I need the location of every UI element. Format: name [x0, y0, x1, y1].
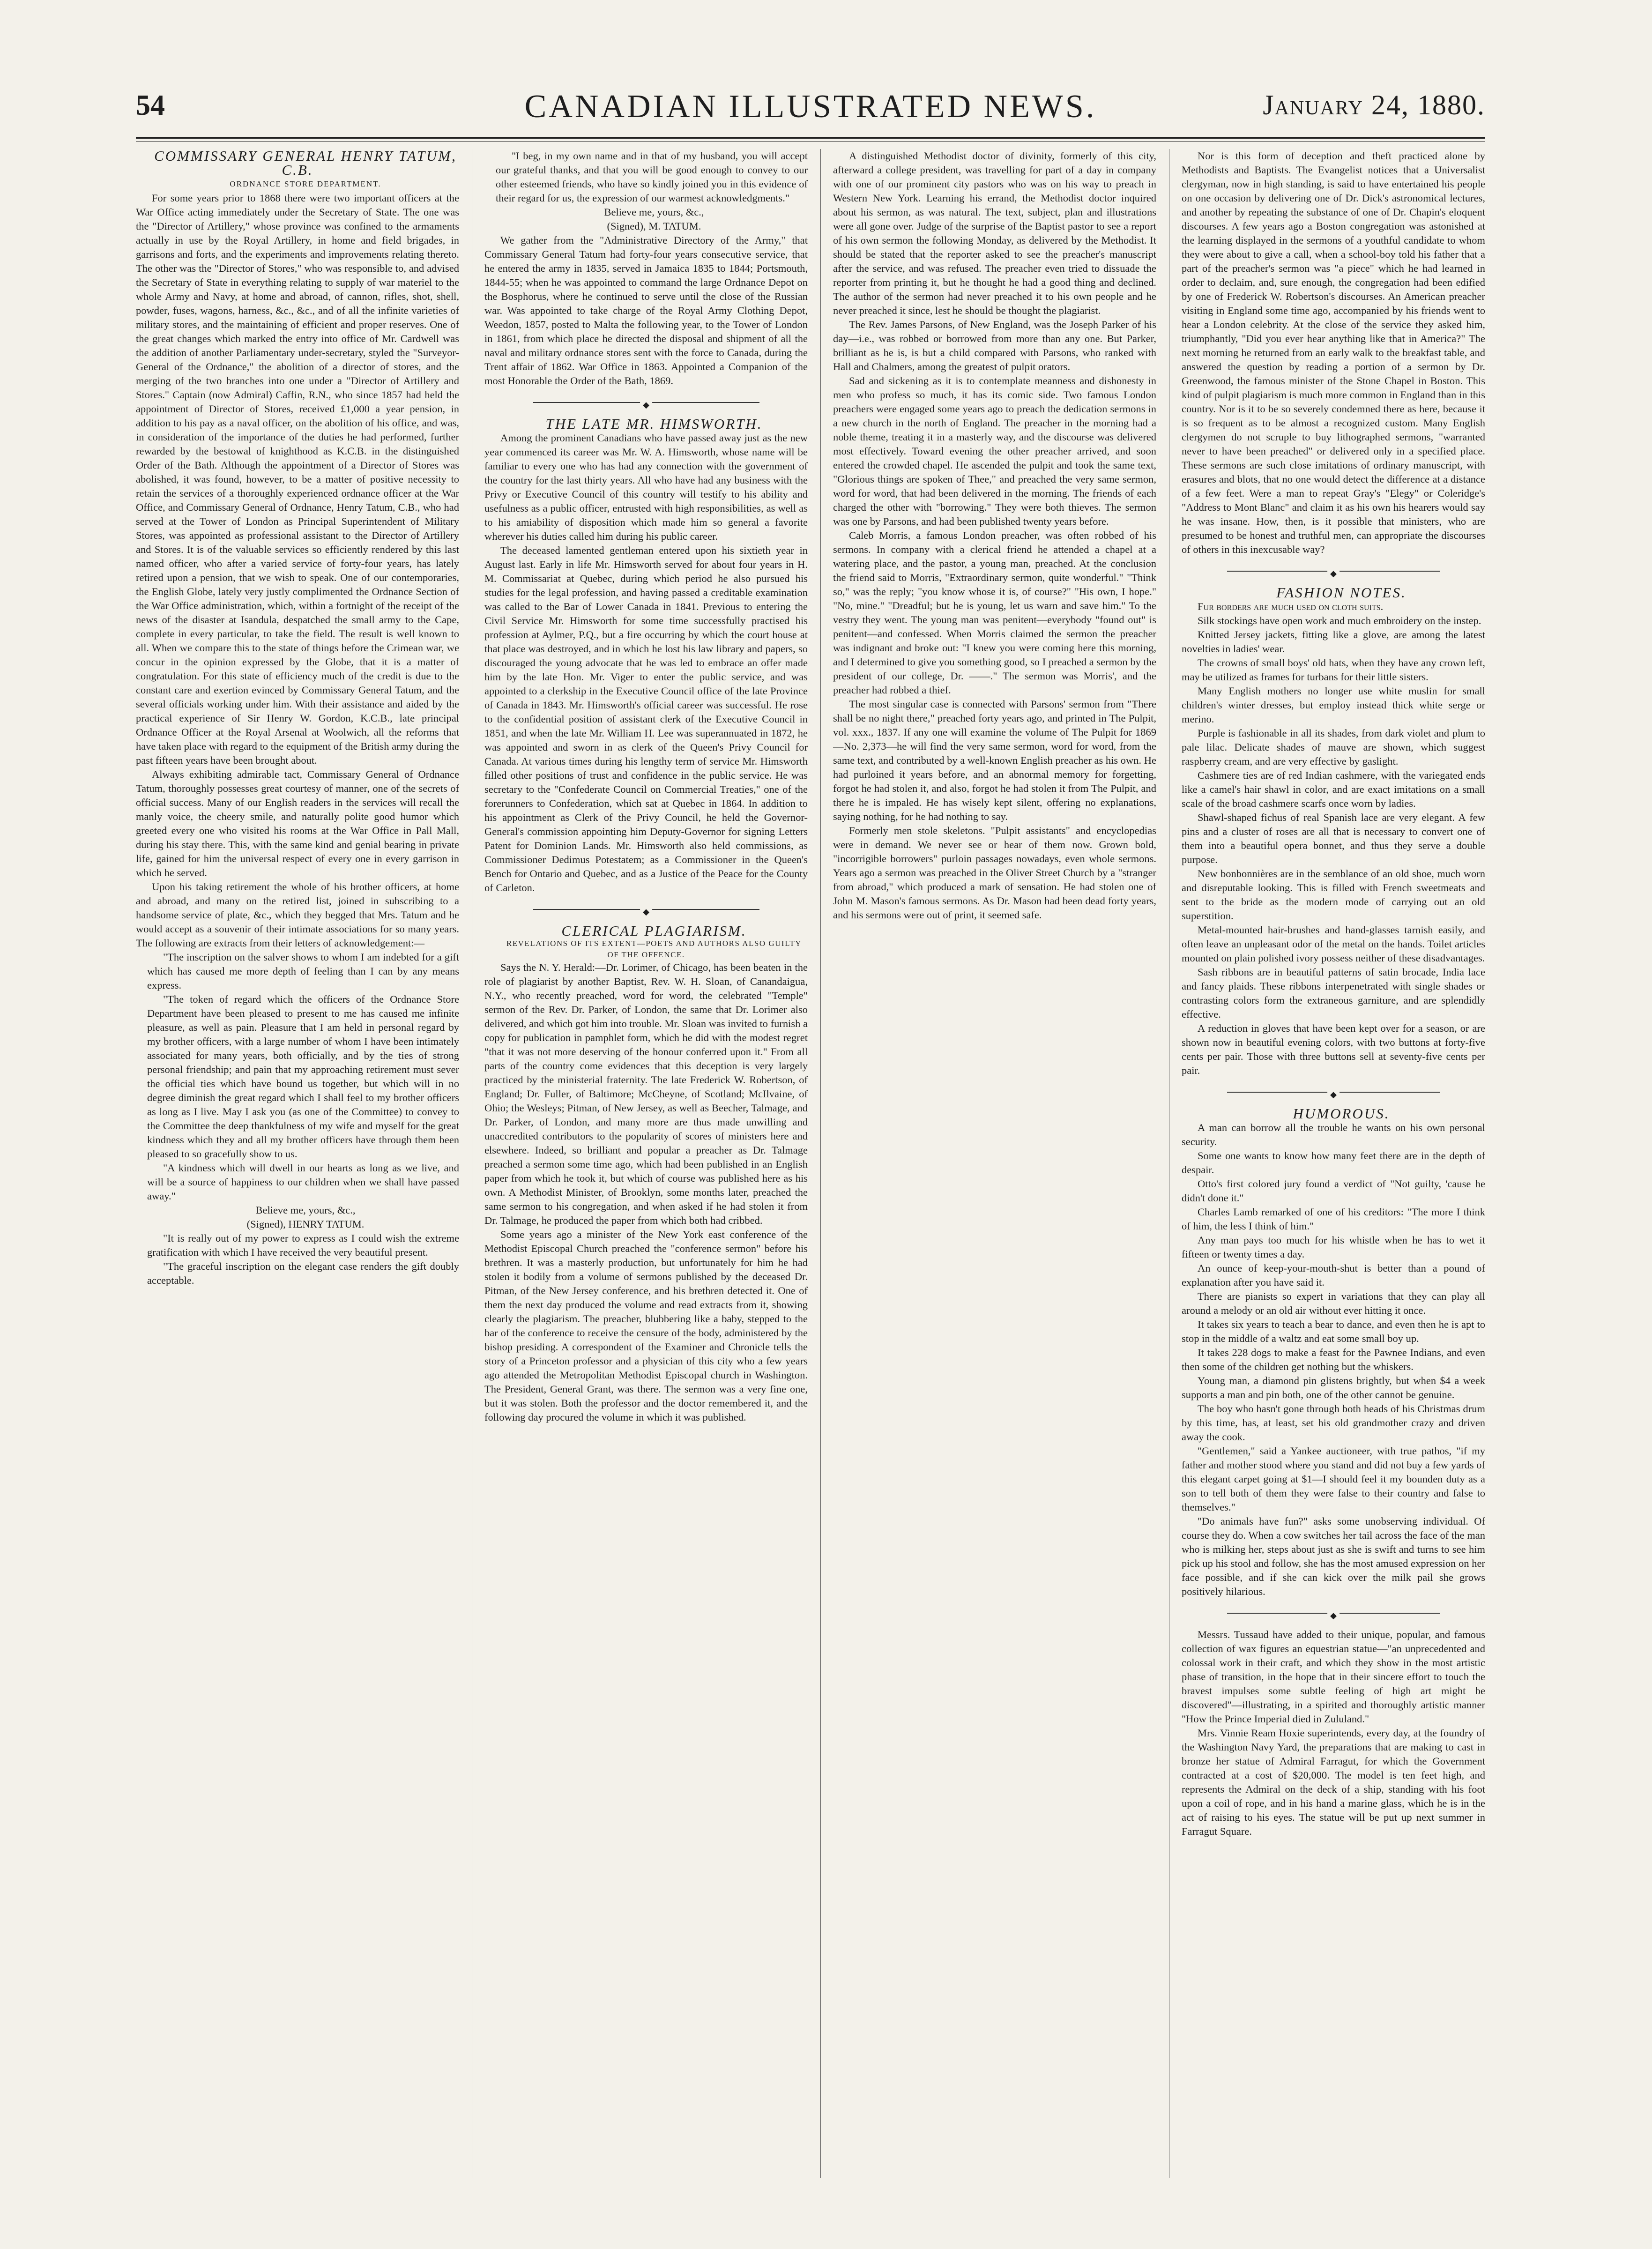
article-paragraph: Upon his taking retirement the whole of his brother officers, at home and abroad, and many on the retired list, joined in subscribing to a handsome service of plate, &c., which they begged that Mrs. Tatum and he would accept as a souvenir of their intimate associations for so many years. The following are extracts from their letters of acknowledgement:—: [136, 881, 459, 949]
fashion-item: Silk stockings have open work and much embroidery on the instep.: [1198, 615, 1481, 626]
fashion-item: Many English mothers no longer use white muslin for small children's winter dresses, but employ instead thick white serge or merino.: [1182, 685, 1485, 725]
column-4: [1182, 149, 1485, 2178]
article-paragraph: Says the N. Y. Herald:—Dr. Lorimer, of Chicago, has been beaten in the role of plagiarist by another Baptist, Rev. W. H. Sloan, of Canandaigua, N.Y., who recently preached, word for word, the celebrated "Temple" sermon of the Rev. Dr. Parker, of London, the same that Dr. Lorimer also delivered, and which got him into trouble. Mr. Sloan was invited to furnish a copy for publication in pamphlet form, which he did with the modest regret "that it was not more deserving of the honour conferred upon it." From all parts of the country come evidences that this deception is very largely practiced by the ministerial fraternity. The late Frederick W. Robertson, of England; Dr. Fuller, of Baltimore; McCheyne, of Scotland; McIlvaine, of Ohio; the Wesleys; Pitman, of New Jersey, as well as Beecher, Talmage, and Dr. Parker, of London, and many more are thus made unwilling and unaccredited contributors to the popularity of scores of ministers here and elsewhere. Indeed, so brilliant and popular a preacher as Dr. Talmage preached a sermon some time ago, which had been published in an English paper from which he took it, but which of course was published here as his own. A Methodist Minister, of Brooklyn, some months later, preached the same sermon to his congregation, and when asked if he had stolen it from Dr. Talmage, he produced the paper from which both had cribbed.: [484, 961, 808, 1226]
article-paragraph: The Rev. James Parsons, of New England, was the Joseph Parker of his day—i.e., was robbed or borrowed from more than any one. But Parker, brilliant as he is, is but a child compared with Parsons, who ranked with Hall and Chalmers, among the greatest of pulpit orators.: [833, 319, 1156, 372]
headline-humorous: HUMOROUS.: [1293, 1105, 1390, 1122]
humorous-item: The boy who hasn't gone through both heads of his Christmas drum by this time, has, at least, set his old grandmother crazy and driven away the cook.: [1182, 1403, 1485, 1443]
quoted-letter: "The graceful inscription on the elegant case renders the gift doubly acceptable.: [147, 1260, 459, 1286]
masthead: CANADIAN ILLUSTRATED NEWS.: [524, 89, 1097, 125]
humorous-item: Young man, a diamond pin glistens brightly, but when $4 a week supports a man and pin both, one of the other cannot be genuine.: [1182, 1375, 1485, 1400]
article-paragraph: Always exhibiting admirable tact, Commissary General of Ordnance Tatum, thoroughly possesses great courtesy of manner, one of the secrets of official success. Many of our English readers in the services will recall the manly voice, the cheery smile, and naturally polite good humor which greeted every one who visited his rooms at the War Office in Pall Mall, during his stay there. This, with the same kind and genial bearing in private life, gained for him the universal respect of every one in every garrison in which he served.: [136, 768, 459, 879]
humorous-item: It takes six years to teach a bear to dance, and even then he is apt to stop in the middle of a waltz and eat some small boy up.: [1182, 1318, 1485, 1344]
article-paragraph: The deceased lamented gentleman entered upon his sixtieth year in August last. Early in life Mr. Himsworth served for about four years in H. M. Commissariat at Quebec, during which period he also pursued his studies for the legal profession, and having passed a creditable examination was called to the Bar of Lower Canada in 1841. Previous to entering the Civil Service Mr. Himsworth for some time successfully practised his profession at Aylmer, P.Q., but a fire occurring by which the court house at that place was destroyed, and in which he lost his law library and papers, so discouraged the young advocate that he was led to embrace an offer made him by the late Hon. Mr. Viger to enter the public service, and was appointed to a clerkship in the Executive Council office of the late Province of Canada in 1843. Mr. Himsworth's official career was successful. He rose to the confidential position of assistant clerk of the Executive Council in 1851, and when the late Mr. William H. Lee was superannuated in 1872, he was appointed and sworn in as clerk of the Queen's Privy Council for Canada. At various times during his lengthy term of service Mr. Himsworth filled other positions of trust and confidence in the public service. He was secretary to the "Confederate Council on Commercial Treaties," one of the forerunners to Confederation, which sat at Quebec in 1864. In addition to his appointment as Clerk of the Privy Council, he held the Governor-General's commission appointing him Deputy-Governor for signing Letters Patent for Dominion Lands. Mr. Himsworth also held commissions, as Commissioner Dedimus Potestatem; as a Commissioner in the Queen's Bench for Ontario and Quebec, and as a Justice of the Peace for the County of Carleton.: [484, 544, 808, 894]
header-rule: [136, 137, 1485, 142]
article-paragraph: Sad and sickening as it is to contemplate meanness and dishonesty in men who profess so much, it has its comic side. Two famous London preachers were engaged some years ago to preach the dedication sermons in a new church in the north of England. The preacher in the morning had a noble theme, treating it in a masterly way, and the discourse was delivered most effectively. Toward evening the other preacher arrived, and soon entered the crowded chapel. He ascended the pulpit and took the same text, "Glorious things are spoken of Thee," and preached the very same sermon, word for word, that had been delivered in the morning. The friends of each charged the other with "borrowing." They were both thieves. The sermon was one by Parsons, and had been published twenty years before.: [833, 375, 1156, 527]
humorous-item: Some one wants to know how many feet there are in the depth of despair.: [1182, 1150, 1485, 1176]
section-divider: ◆: [533, 903, 759, 916]
headline-himsworth: THE LATE MR. HIMSWORTH.: [545, 416, 763, 432]
letter-closing: Believe me, yours, &c.,: [255, 1204, 356, 1216]
fashion-list: [1182, 600, 1485, 1078]
fashion-item: Metal-mounted hair-brushes and hand-glasses tarnish easily, and often leave an unpleasant odor of the metal on the hands. Toilet articles mounted on plain polished ivory possess neither of these disadvantages.: [1182, 924, 1485, 964]
column-rule: [820, 149, 821, 2178]
column-1: [136, 149, 459, 2178]
article-paragraph: Among the prominent Canadians who have passed away just as the new year commenced its career was Mr. W. A. Himsworth, whose name will be familiar to every one who has had any connection with the government of the country for the last thirty years. All who have had any business with the Privy or Executive Council of this country will testify to his ability and usefulness as a public officer, entrusted with high responsibilities, as well as to his amiability of disposition which made him so general a favorite wherever his duties called him during his public career.: [484, 432, 808, 542]
article-paragraph: For some years prior to 1868 there were two important officers at the War Office acting immediately under the Secretary of State. The one was the "Director of Artillery," whose province was confined to the armaments actually in use by the Royal Artillery, in home and field brigades, in garrisons and forts, and the experiments and improvements relating thereto. The other was the "Director of Stores," who was responsible to, and advised the Secretary of State in everything relating to supply of war materiel to the whole Army and Navy, at home and abroad, of cannon, rifles, shot, shell, powder, fuses, wagons, harness, &c., &c., and of all the infinite varieties of military stores, and the maintaining of efficient and proper reserves. One of the great changes which marked the entry into office of Mr. Cardwell was the addition of another Parliamentary under-secretary, styled the "Surveyor-General of the Ordnance," the abolition of a director of stores, and the merging of the two branches into one under a "Director of Artillery and Stores." Captain (now Admiral) Caffin, R.N., who since 1857 had held the appointment of Director of Stores, received £1,000 a year pension, in addition to his pay as a naval officer, on the abolition of his office, and was, in consideration of the importance of the duties he had performed, further rewarded by the bestowal of knighthood as K.C.B. in the distinguished Order of the Bath. Although the appointment of a Director of Stores was abolished, it was found, however, to be a matter of positive necessity to retain the services of a thoroughly experienced ordnance officer at the War Office, and Commissary General of Ordnance, Henry Tatum, C.B., who had served at the Tower of London as Principal Superintendent of Military Stores, was appointed as professional assistant to the Director of Artillery and Stores. It is of the valuable services so efficiently rendered by this last named officer, who after a varied service of forty-four years, has lately retired upon a pension, that we wish to speak. One of our contemporaries, the English Globe, lately very justly complimented the Ordnance Section of the War Office administration, which, within a fortnight of the receipt of the news of the disaster at Isandula, despatched the small army to the Cape, complete in every particular, to take the field. The result is well known to all. When we compare this to the state of things before the Crimean war, we concur in the opinion expressed by the Globe, that it is a matter of congratulation. For this state of efficiency much of the credit is due to the constant care and exertion evinced by Commissary General Tatum, and the several officials working under him. With their assistance and aided by the practical experience of Sir Henry W. Gordon, K.C.B., late principal Ordnance Officer at the Royal Arsenal at Woolwich, all the reforms that have taken place with regard to the equipment of the British army during the past fifteen years have been brought about.: [136, 192, 459, 766]
note-hoxie: Mrs. Vinnie Ream Hoxie superintends, every day, at the foundry of the Washington Navy Yard, the preparations that are making to cast in bronze her statue of Admiral Farragut, for which the Government contracted at a cost of $20,000. The model is ten feet high, and represents the Admiral on the deck of a ship, standing with his foot upon a coil of rope, and in his hand a marine glass, which he is in the act of raising to his eyes. The statue will be put up next summer in Farragut Square.: [1182, 1727, 1485, 1837]
notes-list: [1182, 1628, 1485, 1839]
humorous-item: Otto's first colored jury found a verdict of "Not guilty, 'cause he didn't done it.": [1182, 1178, 1485, 1204]
humorous-item: It takes 228 dogs to make a feast for the Pawnee Indians, and even then some of the children get nothing but the whiskers.: [1182, 1347, 1485, 1372]
article-paragraph: We gather from the "Administrative Directory of the Army," that Commissary General Tatum had forty-four years consecutive service, that he entered the army in 1835, served in Jamaica 1835 to 1844; Portsmouth, 1844-55; when he was appointed to command the large Ordnance Depot on the Bosphorus, where he continued to serve until the close of the Russian war. Was appointed to take charge of the Royal Army Clothing Depot, Weedon, 1857, posted to Malta the following year, to the Tower of London in 1861, from which place he directed the disposal and shipment of all the naval and military ordnance stores sent with the force to Canada, during the Trent affair of 1862. War Office in 1863. Appointed a Companion of the most Honorable the Order of the Bath, 1869.: [484, 234, 808, 387]
article-paragraph: Some years ago a minister of the New York east conference of the Methodist Episcopal Church preached the "conference sermon" before his brethren. It was a masterly production, but unfortunately for him he had stolen it bodily from a volume of sermons published by the deceased Dr. Pitman, of the New Jersey conference, and his brethren detected it. One of them the next day produced the volume and read extracts from it, showing clearly the plagiarism. The preacher, blubbering like a baby, stepped to the bar of the conference to receive the censure of the body, administered by the bishop presiding. A correspondent of the Examiner and Chronicle tells the story of a Princeton professor and a physician of this city who a few years ago attended the Metropolitan Methodist Episcopal church in Washington. The President, General Grant, was there. The sermon was a very fine one, but it was stolen. Both the professor and the doctor remembered it, and the following day procured the volume in which it was published.: [484, 1229, 808, 1423]
letter-signature: (Signed), HENRY TATUM.: [246, 1218, 365, 1230]
letter-closing: Believe me, yours, &c.,: [604, 206, 704, 218]
fashion-item: Purple is fashionable in all its shades, from dark violet and plum to pale lilac. Delicate shades of mauve are shown, which suggest raspberry cream, and are very effective by gaslight.: [1182, 727, 1485, 767]
quoted-letter: "The token of regard which the officers of the Ordnance Store Department have been pleased to present to me has caused me infinite pleasure, as well as pain. Pleasure that I am held in personal regard by my brother officers, with a large number of whom I have been intimately associated for many years, both officially, and by the ties of strong personal friendship; and pain that my approaching retirement must sever the official ties which have bound us together, but which will in no degree diminish the great regard which I shall feel to my brother officers as long as I live. May I ask you (as one of the Committee) to convey to the Committee the deep thankfulness of my wife and myself for the great kindness which they and all my brother officers have through them been pleased to so gracefully show to us.: [147, 993, 459, 1160]
article-paragraph: Nor is this form of deception and theft practiced alone by Methodists and Baptists. The Evangelist notices that a Universalist clergyman, now in high standing, is said to have entertained his people on one occasion by delivering one of Dr. Dick's astronomical lectures, and another by repeating the substance of one of Dr. Chapin's eloquent discourses. A few years ago a Boston congregation was astonished at the learning displayed in the sermons of a youthful candidate to whom they were about to give a call, when a school-boy told his father that a part of the preacher's sermon was "a piece" which he had learned in order to declaim, and, sure enough, the congregation had been edified by one of Frederick W. Robertson's discourses. An American preacher visiting in England some time ago, accompanied by his friends went to hear a London celebrity. At the close of the service they asked him, triumphantly, "Did you ever hear anything like that in America?" The next morning he returned from an early walk to the breakfast table, and answered the question by reading a portion of a sermon by Dr. Greenwood, the famous minister of the Stone Chapel in Boston. This kind of pulpit plagiarism is much more common in England than in this country. Nor is it to be so severely condemned there as here, because it is so frequent as to be almost a recognized custom. Many English clergymen do not scruple to buy lithographed sermons, "warranted never to have been preached" or delivered only in a specified place. These sermons are such close imitations of ordinary manuscript, with erasures and blots, that no one would detect the difference at a distance of a few feet. Were a man to repeat Gray's "Elegy" or Coleridge's "Address to Mont Blanc" and claim it as his own his hearers would say he was insane. How, then, is it possible that ministers, who are presumed to be honest and truthful men, can appropriate the discourses of others in this inexcusable way?: [1182, 150, 1485, 555]
section-divider: ◆: [1227, 1086, 1440, 1098]
humorous-item: An ounce of keep-your-mouth-shut is better than a pound of explanation after you have said it.: [1182, 1262, 1485, 1288]
quoted-letter: "A kindness which will dwell in our hearts as long as we live, and will be a source of happiness to our children when we shall have passed away.": [147, 1162, 459, 1202]
article-paragraph: Caleb Morris, a famous London preacher, was often robbed of his sermons. In company with a clerical friend he attended a chapel at a watering place, and the pastor, a young man, preached. At the conclusion the friend said to Morris, "Extraordinary sermon, quite wonderful." "Think so," was the reply; "you know whose it is, of course?" "His own, I hope." "No, mine." "Dreadful; but he is young, let us warn and save him." To the vestry they went. The young man was penitent—everybody "found out" is penitent—and confessed. When Morris claimed the sermon the preacher was indignant and broke out: "I knew you were coming here this morning, and I determined to give you something good, so I preached a sermon by the president of our college, Dr. ——." The sermon was Morris', and the preacher had robbed a thief.: [833, 529, 1156, 696]
section-divider: ◆: [533, 396, 759, 409]
subhead-ordnance: ORDNANCE STORE DEPARTMENT.: [230, 179, 381, 188]
fashion-item: Shawl-shaped fichus of real Spanish lace are very elegant. A few pins and a cluster of roses are all that is necessary to convert one of them into a beautiful opera bonnet, and thus they serve a double purpose.: [1182, 812, 1485, 865]
fashion-item: A reduction in gloves that have been kept over for a season, or are shown now in beautiful evening colors, with two buttons at forty-five cents per pair. Those with three buttons sell at seventy-five cents per pair.: [1182, 1022, 1485, 1076]
headline-fashion: FASHION NOTES.: [1276, 584, 1406, 601]
headline-clerical: CLERICAL PLAGIARISM.: [561, 923, 747, 939]
article-paragraph: The most singular case is connected with Parsons' sermon from "There shall be no night there," preached forty years ago, and printed in The Pulpit, vol. xxx., 1837. If any one will examine the volume of The Pulpit for 1869—No. 2,373—he will find the very same sermon, word for word, from the same text, and contributed by a well-known English preacher as his own. He had purloined it years before, and an abnormal memory for forgetting, forgot he had stolen it, and also, forgot he had stolen it from The Pulpit, and there he is impaled. He has wisely kept silent, offering no explanations, saying nothing, for he had nothing to say.: [833, 698, 1156, 822]
section-divider: ◆: [1227, 565, 1440, 577]
humorous-item: Charles Lamb remarked of one of his creditors: "The more I think of him, the less I think of him.": [1182, 1206, 1485, 1232]
fashion-item: Knitted Jersey jackets, fitting like a glove, are among the latest novelties in ladies' wear.: [1182, 629, 1485, 655]
quoted-letter: "It is really out of my power to express as I could wish the extreme gratification with which I have received the very beautiful present.: [147, 1232, 459, 1258]
quoted-letter: "The inscription on the salver shows to whom I am indebted for a gift which has caused me more depth of feeling than I can by any means express.: [147, 951, 459, 991]
subhead-clerical: REVELATIONS OF ITS EXTENT—POETS AND AUTHORS ALSO GUILTY OF THE OFFENCE.: [506, 939, 802, 959]
page-header: [136, 84, 1485, 136]
note-tussaud: Messrs. Tussaud have added to their unique, popular, and famous collection of wax figures an equestrian statue—"an unprecedented and colossal work in their craft, and which they show in the most artistic phase of transition, in the hope that in their sincere effort to touch the bravest impulses some subtle feeling of high art might be discovered"—illustrating, in a spirited and thoroughly artistic manner "How the Prince Imperial died in Zululand.": [1182, 1629, 1485, 1725]
letter-signature: (Signed), M. TATUM.: [607, 220, 701, 232]
humorous-item: There are pianists so expert in variations that they can play all around a melody or an old air without ever hitting it once.: [1182, 1290, 1485, 1316]
article-paragraph: Formerly men stole skeletons. "Pulpit assistants" and encyclopedias were in demand. We never see or hear of them now. Grown bold, "incorrigible borrowers" purloin passages nowadays, even whole sermons. Years ago a sermon was preached in the Oliver Street Church by a "stranger from abroad," which produced a mark of sensation. He had stolen one of John M. Mason's famous sermons. As Dr. Mason had been dead forty years, and his sermons were out of print, it seemed safe.: [833, 825, 1156, 921]
fashion-item: Fur borders are much used on cloth suits.: [1198, 601, 1384, 612]
humorous-item: "Gentlemen," said a Yankee auctioneer, with true pathos, "if my father and mother stood where you stand and did not buy a few yards of this elegant carpet going at $1—I should feel it my bounden duty as a son to tell both of them they were false to their country and false to themselves.": [1182, 1445, 1485, 1513]
quoted-letter: "I beg, in my own name and in that of my husband, you will accept our grateful thanks, and that you will be good enough to convey to our other esteemed friends, who have so kindly joined you in this evidence of their regard for us, the expression of our warmest acknowledgments.": [496, 150, 808, 204]
headline-commissary: COMMISSARY GENERAL HENRY TATUM, C.B.: [154, 149, 457, 178]
page-number: 54: [136, 89, 165, 121]
section-divider: ◆: [1227, 1607, 1440, 1619]
fashion-item: The crowns of small boys' old hats, when they have any crown left, may be utilized as frames for turbans for their little sisters.: [1182, 657, 1485, 683]
fashion-item: New bonbonnières are in the semblance of an old shoe, much worn and disreputable looking. This is filled with French sweetmeats and sent to the bride as the modern mode of carrying out an old superstition.: [1182, 868, 1485, 922]
fashion-item: Cashmere ties are of red Indian cashmere, with the variegated ends like a camel's hair shawl in color, and are exact imitations on a small scale of the broad cashmere scarfs once worn by ladies.: [1182, 769, 1485, 809]
humorous-list: [1182, 1121, 1485, 1599]
humorous-item: "Do animals have fun?" asks some unobserving individual. Of course they do. When a cow switches her tail across the face of the man who is milking her, steps about just as she is swift and turns to see him pick up his stool and follow, she has the most amused expression on her face possible, and if she can kick over the milk pail she grows positively hilarious.: [1182, 1515, 1485, 1597]
humorous-item: A man can borrow all the trouble he wants on his own personal security.: [1182, 1122, 1485, 1147]
columns: [136, 149, 1485, 2178]
fashion-item: Sash ribbons are in beautiful patterns of satin brocade, India lace and fancy plaids. These ribbons interpenetrated with single shades or contrasting colors form the extraneous garniture, and are splendidly effective.: [1182, 966, 1485, 1020]
issue-date: January 24, 1880.: [1263, 89, 1485, 120]
article-paragraph: A distinguished Methodist doctor of divinity, formerly of this city, afterward a college president, was travelling for part of a day in company with one of our prominent city pastors who was on his way to preach in Western New York. Learning his errand, the Methodist doctor inquired about his sermon, as was natural. The text, subject, plan and illustrations were all gone over. Judge of the surprise of the Baptist pastor to see a report of his own sermon the following Monday, as delivered by the Methodist. It should be stated that the reporter asked to see the preacher's manuscript after the service, and was refused. The preacher even tried to dissuade the reporter from printing it, but he thought he had a good thing and declined. The author of the sermon had never preached it to his own people and he never preached it since, lest he should be thought the plagiarist.: [833, 150, 1156, 316]
column-3: [833, 149, 1156, 2178]
humorous-item: Any man pays too much for his whistle when he has to wet it fifteen or twenty times a day.: [1182, 1234, 1485, 1260]
column-2: [484, 149, 808, 2178]
